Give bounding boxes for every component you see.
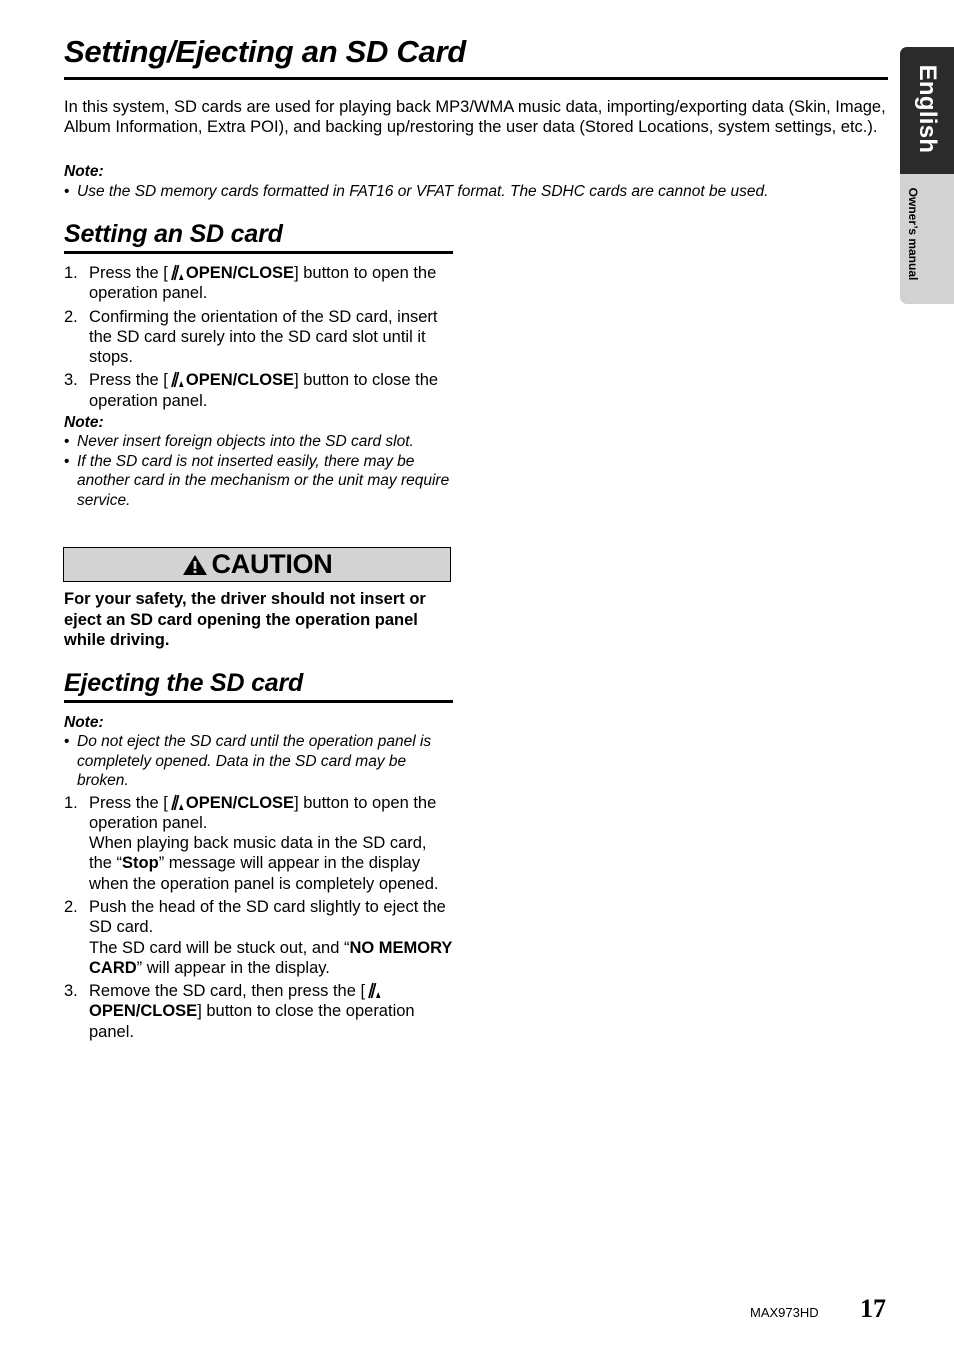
- step-item: [64, 981, 453, 1042]
- tab-language: [900, 47, 954, 174]
- step-item: [64, 793, 453, 894]
- step-number: 1.: [64, 264, 78, 282]
- open-close-label: OPEN/CLOSE: [89, 1002, 198, 1021]
- open-close-icon: [169, 794, 184, 811]
- tab-manual-label: Owner’s manual: [906, 187, 920, 281]
- section-title: Setting an SD card: [64, 220, 283, 248]
- step-number: 2.: [64, 307, 78, 326]
- note-label: Note:: [64, 163, 104, 180]
- section-title: Ejecting the SD card: [64, 669, 304, 697]
- ejecting-section: [64, 669, 453, 1045]
- caution-text: For your safety, the driver should not insert or eject an SD card opening the operation panel while driving.: [64, 590, 426, 649]
- tab-manual: [900, 174, 954, 304]
- intro-note: [64, 163, 888, 202]
- title-rule: [64, 77, 888, 80]
- step-item: [64, 370, 453, 411]
- tab-language-label: English: [914, 64, 941, 154]
- step-text: Press the [: [89, 793, 168, 812]
- step-text: ] button to close the operation panel.: [89, 371, 439, 410]
- step-text: Remove the SD card, then press the [: [89, 982, 366, 1001]
- step-text: ] button to open the operation panel.: [89, 264, 437, 303]
- step-detail: ” message will appear in the display when the operation panel is completely opened.: [89, 854, 439, 893]
- open-close-icon: [169, 371, 184, 388]
- note-item: • Use the SD memory cards formatted in FAT16 or VFAT format. The SDHC cards are cannot be used.: [64, 182, 888, 202]
- note-label: Note:: [64, 714, 104, 731]
- intro-text: In this system, SD cards are used for playing back MP3/WMA music data, importing/exporting data (Skin, Image, Album Information, Extra POI), and backing up/restoring the user data (Stored Locations, system settings, etc.).: [64, 98, 886, 137]
- step-detail: The SD card will be stuck out, and “: [89, 938, 350, 957]
- ejecting-steps: [64, 793, 453, 1043]
- caution-label: CAUTION: [211, 549, 333, 579]
- display-message: Stop: [122, 854, 159, 873]
- open-close-label: OPEN/CLOSE: [185, 264, 295, 282]
- step-number: 3.: [64, 982, 78, 1001]
- warning-icon: [182, 554, 208, 576]
- section-rule: [64, 251, 453, 254]
- open-close-icon: [169, 264, 184, 281]
- note-label: Note:: [64, 414, 104, 432]
- step-text: Push the head of the SD card slightly to eject the SD card.: [89, 897, 446, 937]
- setting-section: [64, 220, 453, 510]
- step-detail: When playing back music data in the SD card, the “: [89, 834, 427, 873]
- step-number: 3.: [64, 371, 78, 390]
- caution-banner: [63, 547, 451, 582]
- setting-steps: [64, 263, 453, 411]
- page-number: 17: [860, 1294, 886, 1323]
- step-detail: ” will appear in the display.: [136, 958, 330, 977]
- open-close-icon: [366, 982, 381, 999]
- step-text: ] button to close the operation panel.: [89, 1002, 415, 1041]
- note-item: • Never insert foreign objects into the SD card slot.: [64, 432, 453, 452]
- note-item: • Do not eject the SD card until the operation panel is completely opened. Data in the SD card may be broken.: [64, 732, 453, 791]
- step-number: 1.: [64, 793, 78, 812]
- step-item: [64, 263, 453, 304]
- step-text: ] button to open the operation panel.: [89, 793, 437, 832]
- step-item: [64, 307, 453, 368]
- language-side-tab: [900, 47, 954, 304]
- display-message: NO MEMORY CARD: [89, 938, 453, 977]
- step-text: Confirming the orientation of the SD card, insert the SD card surely into the SD card slot until it stops.: [89, 307, 438, 367]
- open-close-label: OPEN/CLOSE: [185, 371, 295, 390]
- step-text: Press the [: [89, 371, 168, 390]
- model-number: MAX973HD: [750, 1305, 819, 1320]
- step-item: [64, 897, 453, 978]
- open-close-label: OPEN/CLOSE: [185, 793, 295, 812]
- note-item: • If the SD card is not inserted easily, there may be another card in the mechanism or the unit may require service.: [64, 452, 453, 511]
- section-rule: [64, 700, 453, 703]
- page-title: Setting/Ejecting an SD Card: [64, 34, 466, 69]
- step-number: 2.: [64, 897, 78, 916]
- step-text: Press the [: [89, 264, 168, 282]
